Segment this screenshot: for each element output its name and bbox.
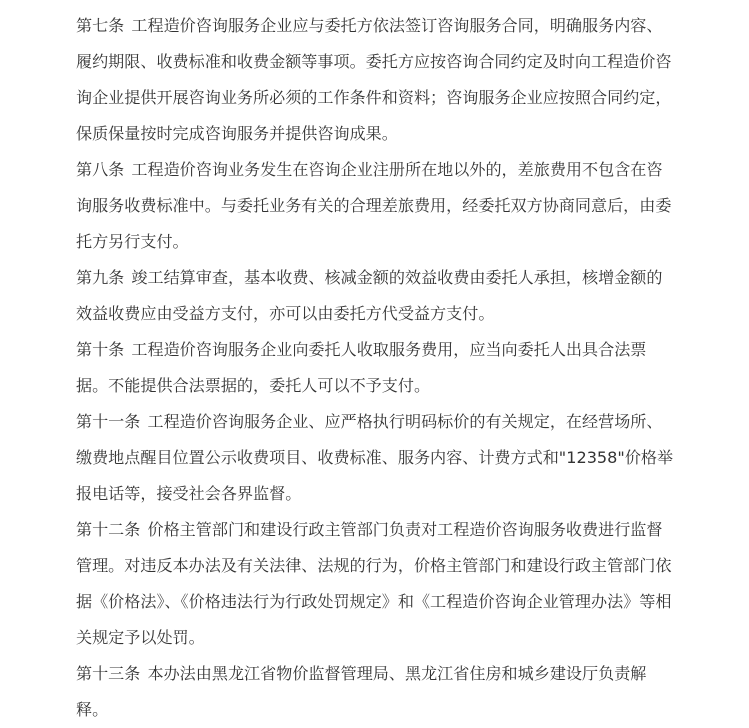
article-number: 第七条: [76, 16, 125, 35]
article-number: 第十一条: [76, 412, 141, 431]
article-number: 第十三条: [76, 664, 141, 683]
article-text: 工程造价咨询服务企业、应严格执行明码标价的有关规定，在经营场所、缴费地点醒目位置公示收费项目、收费标准、服务内容、计费方式和"12358"价格举报电话等，接受社会各界监督。: [76, 412, 674, 503]
article-11: [76, 404, 676, 512]
article-number: 第九条: [76, 268, 125, 287]
article-text: 价格主管部门和建设行政主管部门负责对工程造价咨询服务收费进行监督管理。对违反本办法及有关法律、法规的行为，价格主管部门和建设行政主管部门依据《价格法》、《价格违法行为行政处罚规定》和《工程造价咨询企业管理办法》等相关规定予以处罚。: [76, 520, 672, 647]
article-number: 第八条: [76, 160, 125, 179]
article-text: 竣工结算审查，基本收费、核减金额的效益收费由委托人承担，核增金额的效益收费应由受益方支付，亦可以由委托方代受益方支付。: [76, 268, 663, 323]
article-text: 工程造价咨询服务企业向委托人收取服务费用，应当向委托人出具合法票据。不能提供合法票据的，委托人可以不予支付。: [76, 340, 647, 395]
article-text: 工程造价咨询业务发生在咨询企业注册所在地以外的，差旅费用不包含在咨询服务收费标准中。与委托业务有关的合理差旅费用，经委托双方协商同意后，由委托方另行支付。: [76, 160, 672, 251]
article-number: 第十二条: [76, 520, 141, 539]
article-9: [76, 260, 676, 332]
article-text: 工程造价咨询服务企业应与委托方依法签订咨询服务合同，明确服务内容、履约期限、收费标准和收费金额等事项。委托方应按咨询合同约定及时向工程造价咨询企业提供开展咨询业务所必须的工作条件和资料；咨询服务企业应按照合同约定，保质保量按时完成咨询服务并提供咨询成果。: [76, 16, 672, 143]
article-text: 本办法由黑龙江省物价监督管理局、黑龙江省住房和城乡建设厅负责解释。: [76, 664, 647, 719]
article-number: 第十条: [76, 340, 125, 359]
article-13: [76, 656, 676, 728]
article-8: [76, 152, 676, 260]
article-7: [76, 8, 676, 152]
article-12: [76, 512, 676, 656]
document-body: [76, 8, 676, 728]
article-10: [76, 332, 676, 404]
